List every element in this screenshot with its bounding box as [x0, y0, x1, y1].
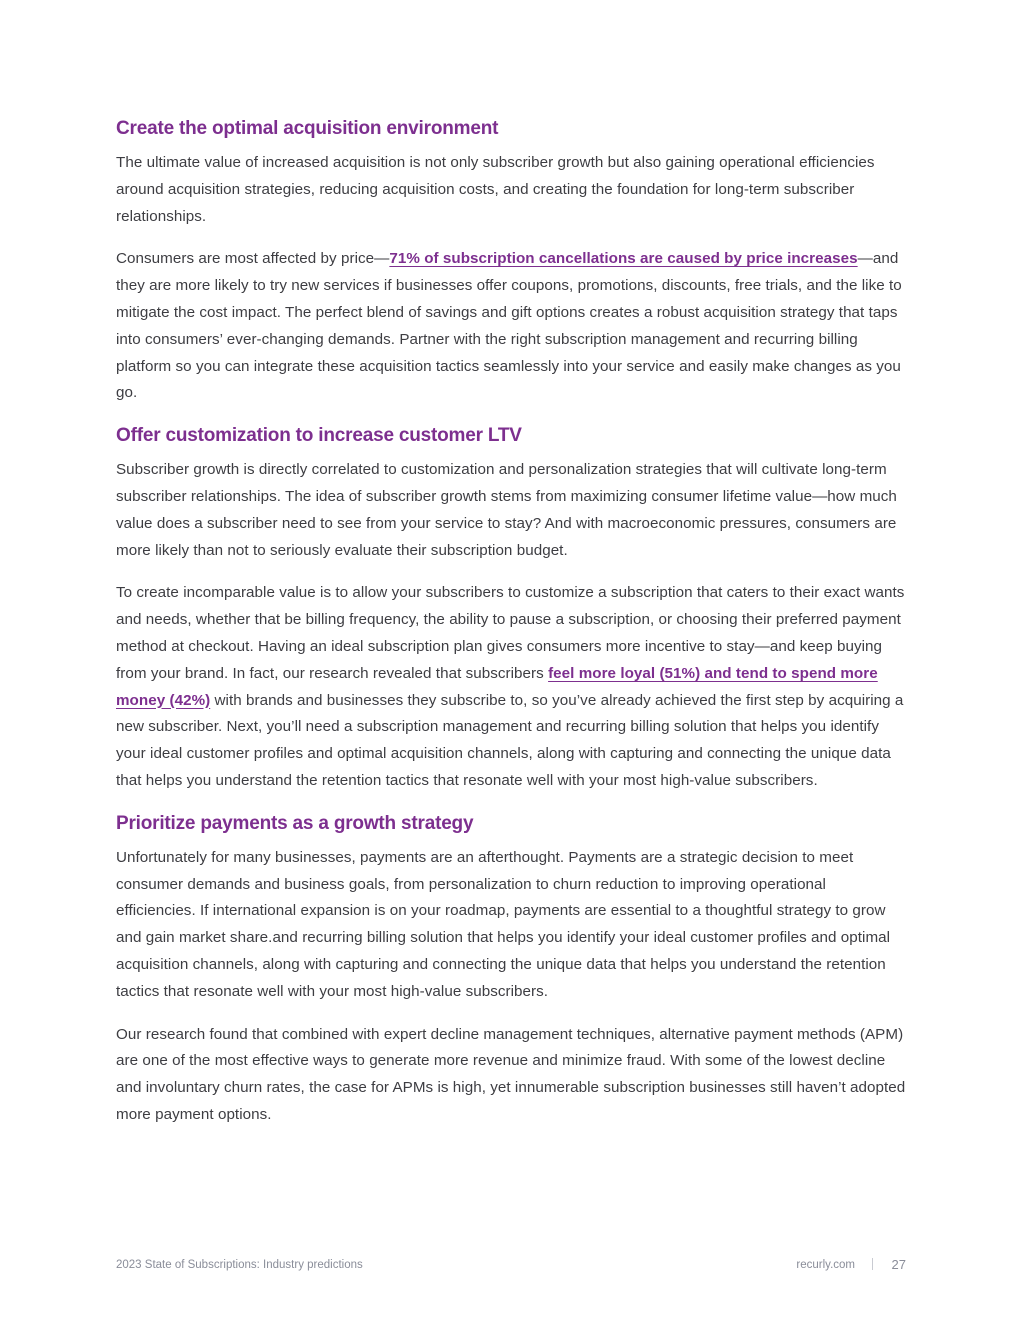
- footer-site-link[interactable]: recurly.com: [796, 1259, 855, 1271]
- page-number: 27: [891, 1257, 906, 1272]
- paragraph-payments-afterthought: Unfortunately for many businesses, payments are an afterthought. Payments are a strategic decision to meet consumer demands and business goals, from personalization to churn reduction to improving operational efficiencies. If international expansion is on your roadmap, payments are essential to a thoughtful strategy to grow and gain market share.and recurring billing solution that helps you identify your ideal customer profiles and optimal acquisition channels, along with capturing and connecting the unique data that helps you understand the retention tactics that resonate well with your most high-value subscribers.: [116, 848, 891, 1000]
- paragraph-text-after-link: with brands and businesses they subscribe to, so you’ve already achieved the first step by acquiring a new subscriber. Next, you’ll need a subscription management and recurring billing solution that helps you identify your ideal customer profiles and optimal acquisition channels, along with capturing and connecting the unique data that helps you understand the retention tactics that resonate well with your most high-value subscribers.: [116, 691, 904, 789]
- page-footer: [116, 1257, 906, 1275]
- paragraph-text-before-link: Consumers are most affected by price—: [116, 250, 390, 268]
- paragraph-subscriber-growth: Subscriber growth is directly correlated to customization and personalization strategies that will cultivate long-term subscriber relationships. The idea of subscriber growth stems from maximizing consumer lifetime value—how much value does a subscriber need to see from your service to stay? And with macroeconomic pressures, consumers are more likely than not to seriously evaluate their subscription budget.: [116, 461, 897, 559]
- paragraph-acquisition-value: The ultimate value of increased acquisition is not only subscriber growth but also gaining operational efficiencies around acquisition strategies, reducing acquisition costs, and creating the foundation for long-term subscriber relationships.: [116, 154, 875, 225]
- heading-acquisition-environment: Create the optimal acquisition environment: [116, 118, 499, 139]
- heading-payments-strategy: Prioritize payments as a growth strategy: [116, 812, 474, 834]
- paragraph-apm-research: Our research found that combined with expert decline management techniques, alternative payment methods (APM) are one of the most effective ways to generate more revenue and minimize fraud. With some of the lowest decline and involuntary churn rates, the case for APMs is high, yet innumerable subscription businesses still haven’t adopted more payment options.: [116, 1025, 906, 1123]
- paragraph-text-before-link: To create incomparable value is to allow your subscribers to customize a subscription that caters to their exact wants and needs, whether that be billing frequency, the ability to pause a subscription, or choosing their preferred payment method at checkout. Having an ideal subscription plan gives consumers more incentive to stay—and keep buying from your brand. In fact, our research revealed that subscribers: [116, 584, 905, 682]
- paragraph-price-impact: [116, 246, 906, 407]
- heading-customization-ltv: Offer customization to increase customer LTV: [116, 425, 522, 447]
- paragraph-incomparable-value: [116, 580, 906, 794]
- footer-document-title: 2023 State of Subscriptions: Industry predictions: [116, 1259, 363, 1271]
- cancellation-stat-link[interactable]: 71% of subscription cancellations are caused by price increases: [389, 250, 858, 268]
- paragraph-text-after-link: —and they are more likely to try new services if businesses offer coupons, promotions, discounts, free trials, and the like to mitigate the cost impact. The perfect blend of savings and gift options creates a robust acquisition strategy that taps into consumers’ ever-changing demands. Partner with the right subscription management and recurring billing platform so you can integrate these acquisition tactics seamlessly into your service and easily make changes as you go.: [116, 250, 902, 402]
- document-body: [116, 116, 906, 1145]
- loyalty-stat-link[interactable]: feel more loyal (51%) and tend to spend more money (42%): [116, 664, 878, 709]
- footer-divider: [872, 1258, 873, 1270]
